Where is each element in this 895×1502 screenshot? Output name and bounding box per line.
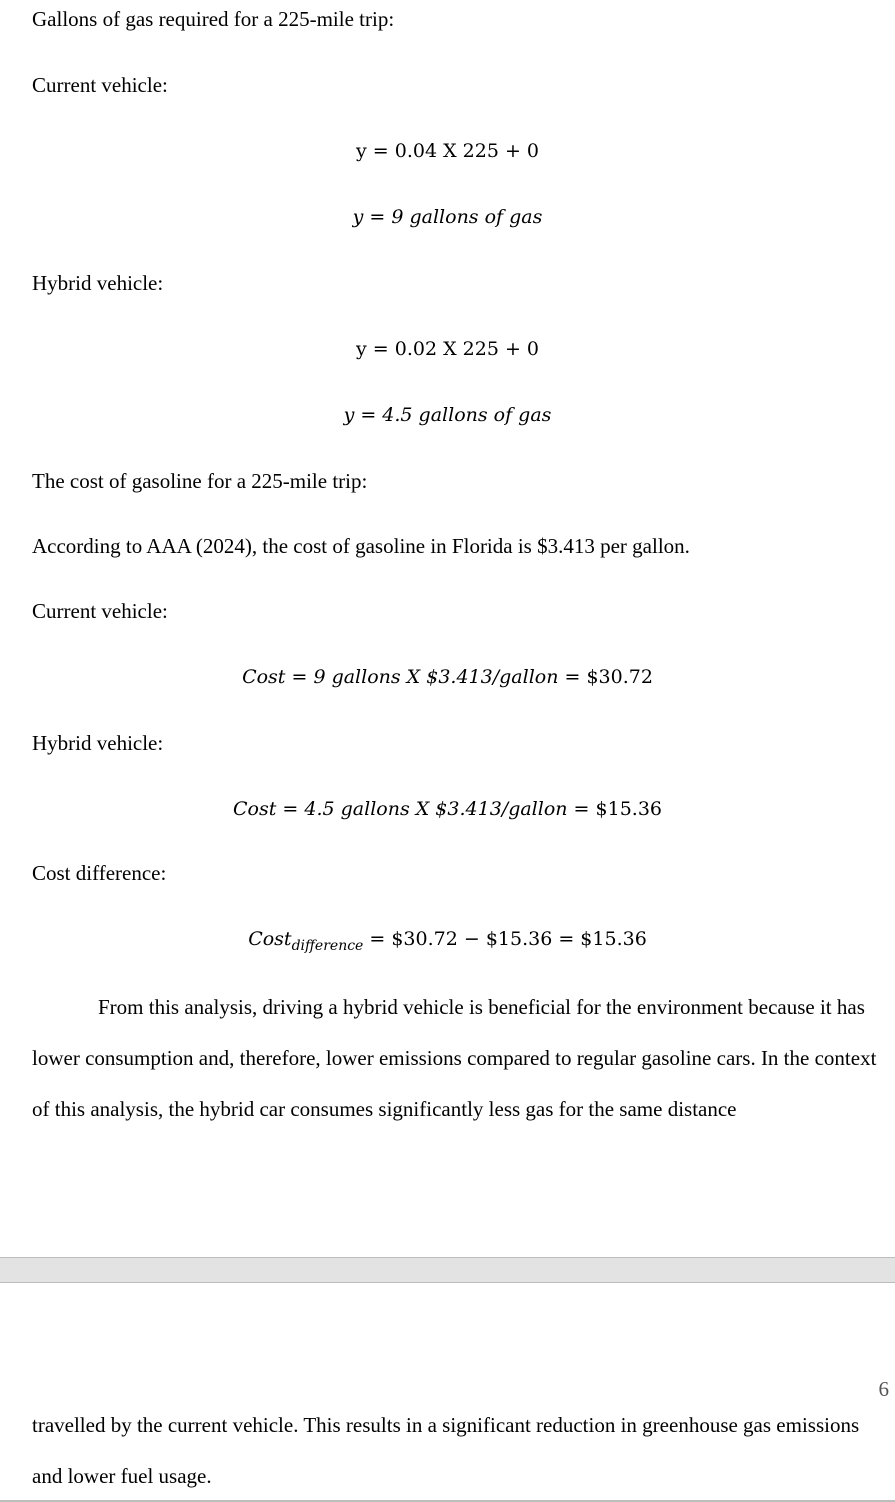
equals-sign: = <box>558 666 587 688</box>
label-current-vehicle-cost: Current vehicle: <box>32 599 168 623</box>
paragraph-text-continued: travelled by the current vehicle. This results in a significant reduction in greenhouse gas emissions and lower fuel usage. <box>32 1413 860 1488</box>
equals-sign: = <box>276 798 305 820</box>
page-break-separator <box>0 1257 895 1283</box>
heading-gallons: Gallons of gas required for a 225-mile trip: <box>32 7 395 31</box>
conclusion-paragraph <box>32 982 882 1135</box>
cost-result: $15.36 <box>595 798 662 820</box>
label-hybrid-vehicle-cost: Hybrid vehicle: <box>32 731 164 755</box>
equals-sign: = <box>567 798 596 820</box>
label-hybrid-vehicle: Hybrid vehicle: <box>32 271 164 295</box>
equation-current-result: y = 9 gallons of gas <box>352 206 543 228</box>
equation-cost-hybrid <box>0 797 895 821</box>
equation-cost-current <box>0 665 895 689</box>
equation-current-gallons: y = 0.04 X 225 + 0 <box>356 140 539 162</box>
aaa-sentence: According to AAA (2024), the cost of gasoline in Florida is $3.413 per gallon. <box>32 534 690 558</box>
cost-diff-lhs: Cost <box>248 928 292 950</box>
paragraph-text: From this analysis, driving a hybrid vehicle is beneficial for the environment because it has lower consumption and, therefore, lower emissions compared to regular gasoline cars. In the context of this analysis, the hybrid car consumes significantly less gas for the same distance <box>32 995 877 1121</box>
cost-expression: 9 gallons X $3.413/gallon <box>313 666 559 688</box>
continuation-paragraph <box>32 1400 882 1502</box>
label-current-vehicle: Current vehicle: <box>32 73 168 97</box>
equation-hybrid-gallons: y = 0.02 X 225 + 0 <box>356 338 539 360</box>
cost-expression: 4.5 gallons X $3.413/gallon <box>304 798 568 820</box>
cost-result: $30.72 <box>586 666 653 688</box>
equation-hybrid-result: y = 4.5 gallons of gas <box>343 404 552 426</box>
label-cost-difference: Cost difference: <box>32 861 167 885</box>
heading-cost: The cost of gasoline for a 225-mile trip: <box>32 469 368 493</box>
equation-cost-difference <box>0 927 895 958</box>
cost-lhs: Cost <box>233 798 277 820</box>
equals-sign: = <box>285 666 314 688</box>
cost-diff-rhs: = $30.72 − $15.36 = $15.36 <box>363 928 647 950</box>
cost-diff-subscript: difference <box>291 938 364 954</box>
page-number: 6 <box>878 1377 889 1401</box>
cost-lhs: Cost <box>242 666 286 688</box>
